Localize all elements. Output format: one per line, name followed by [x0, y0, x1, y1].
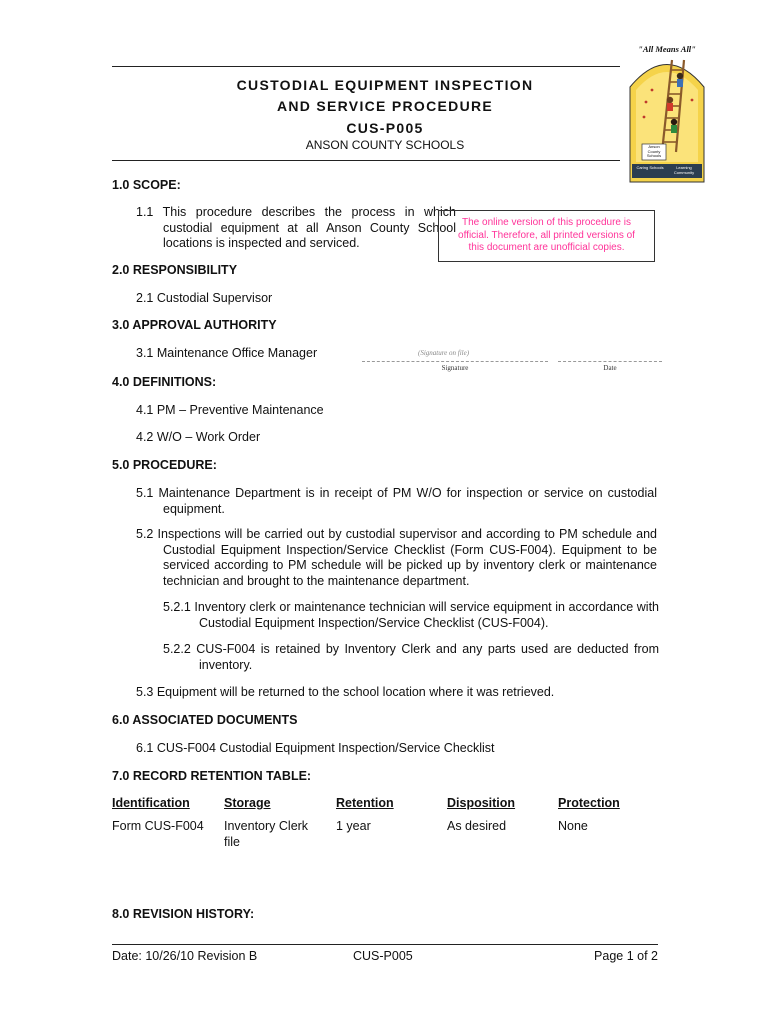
footer-rule: [112, 944, 658, 945]
logo-motto: "All Means All": [638, 44, 696, 54]
definitions-item-1: 4.1 PM – Preventive Maintenance: [136, 403, 324, 417]
revision-heading: 8.0 REVISION HISTORY:: [112, 907, 255, 921]
table-header-identification: Identification: [112, 796, 190, 810]
organization-name: ANSON COUNTY SCHOOLS: [305, 138, 465, 152]
doc-title-line2: AND SERVICE PROCEDURE: [276, 98, 494, 114]
procedure-item-5-2-2: 5.2.2 CUS-F004 is retained by Inventory Clerk and any parts used are deducted from inventory.: [163, 642, 659, 672]
table-cell-storage: Inventory Clerk file: [224, 819, 309, 849]
footer-date: Date: 10/26/10 Revision B: [112, 949, 258, 963]
signature-line: [362, 361, 548, 362]
logo-label: Anson County Schools: [646, 144, 662, 158]
table-header-retention: Retention: [336, 796, 394, 810]
doc-title-line1: CUSTODIAL EQUIPMENT INSPECTION: [236, 77, 534, 93]
date-label: Date: [603, 364, 617, 372]
associated-item-1: 6.1 CUS-F004 Custodial Equipment Inspection/Service Checklist: [136, 741, 495, 755]
table-cell-identification: Form CUS-F004: [112, 819, 204, 833]
procedure-item-5-1: 5.1 Maintenance Department is in receipt of PM W/O for inspection or service on custodial equipment.: [136, 486, 657, 516]
footer-page-number: Page 1 of 2: [594, 949, 658, 963]
procedure-item-5-2-1: 5.2.1 Inventory clerk or maintenance technician will service equipment in accordance with Custodial Equipment Inspection/Service Checklist (CUS-F004).: [163, 600, 659, 630]
associated-heading: 6.0 ASSOCIATED DOCUMENTS: [112, 713, 298, 727]
procedure-heading: 5.0 PROCEDURE:: [112, 458, 217, 472]
definitions-item-2: 4.2 W/O – Work Order: [136, 430, 261, 444]
notice-text: The online version of this procedure is official. Therefore, all printed versions of this document are unofficial copies.: [458, 217, 635, 253]
doc-code: CUS-P005: [346, 120, 424, 136]
responsibility-item-1: 2.1 Custodial Supervisor: [136, 291, 273, 305]
header-top-rule: [112, 66, 620, 67]
approval-heading: 3.0 APPROVAL AUTHORITY: [112, 318, 277, 332]
date-line: [558, 361, 662, 362]
logo-caption-left: Caring Schools: [636, 165, 664, 170]
table-cell-protection: None: [558, 819, 588, 833]
table-cell-disposition: As desired: [447, 819, 507, 833]
retention-heading: 7.0 RECORD RETENTION TABLE:: [112, 769, 312, 783]
approval-item-1: 3.1 Maintenance Office Manager: [136, 346, 318, 360]
retention-table: [112, 796, 652, 856]
scope-item-1: 1.1 This procedure describes the process in which custodial equipment at all Anson County School locations is inspected and serviced.: [136, 205, 456, 250]
signature-label: Signature: [441, 364, 469, 372]
logo-caption-right: Learning Community: [673, 165, 695, 175]
signature-on-file: (Signature on file): [418, 349, 470, 357]
online-version-notice: [438, 210, 655, 262]
definitions-heading: 4.0 DEFINITIONS:: [112, 375, 217, 389]
table-header-storage: Storage: [224, 796, 271, 810]
table-header-disposition: Disposition: [447, 796, 516, 810]
procedure-item-5-3: 5.3 Equipment will be returned to the school location where it was retrieved.: [136, 685, 555, 699]
school-logo: [622, 42, 712, 187]
table-cell-retention: 1 year: [336, 819, 371, 833]
procedure-item-5-2: 5.2 Inspections will be carried out by custodial supervisor and according to PM schedule and Custodial Equipment Inspection/Service Checklist (Form CUS-F004). Equipment to be serviced according to PM schedule will be picked up by inventory clerk or maintenance technician and brought to the maintenance department.: [136, 527, 657, 588]
footer-code: CUS-P005: [353, 949, 413, 963]
responsibility-heading: 2.0 RESPONSIBILITY: [112, 263, 238, 277]
header-bottom-rule: [112, 160, 620, 161]
table-header-protection: Protection: [558, 796, 620, 810]
scope-heading: 1.0 SCOPE:: [112, 178, 181, 192]
